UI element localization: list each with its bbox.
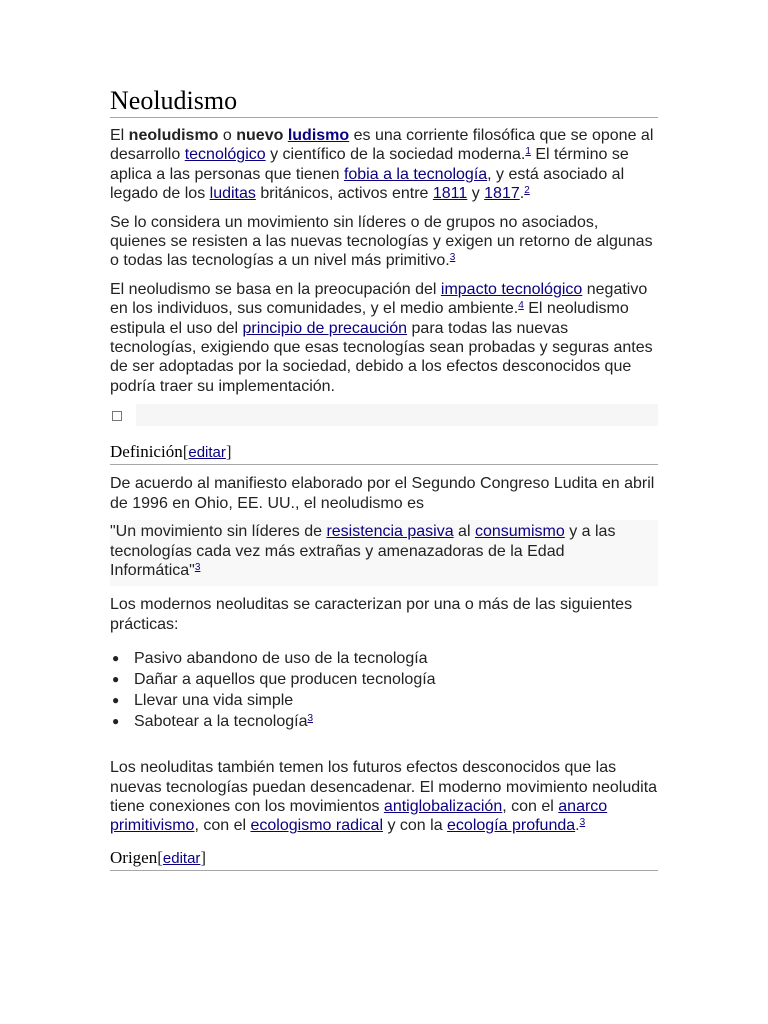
list-item-text: Dañar a aquellos que producen tecnología bbox=[134, 671, 436, 689]
text: , con el bbox=[194, 817, 251, 835]
link-ludismo[interactable] bbox=[288, 127, 349, 144]
text: y científico de la sociedad moderna. bbox=[265, 146, 526, 164]
link-resistencia-pasiva[interactable]: resistencia pasiva bbox=[326, 523, 454, 541]
text: para todas las nuevas tecnologías, exigiendo que esas tecnologías sean probadas y seguras antes de ser adoptadas por la sociedad, debido a los efectos desconocidos que podría traer su implementación. bbox=[110, 319, 653, 395]
bullet-icon: ● bbox=[112, 714, 120, 729]
link-consumismo[interactable]: consumismo bbox=[474, 523, 565, 541]
edit-link-origen[interactable]: editar bbox=[162, 849, 201, 867]
link-ecologismo-radical[interactable]: ecologismo radical bbox=[250, 817, 383, 835]
reference-3[interactable]: 3 bbox=[307, 713, 314, 725]
reference-2[interactable]: 2 bbox=[524, 185, 530, 197]
bullet-icon: ● bbox=[112, 651, 120, 666]
link-ecologia-profunda[interactable]: ecología profunda bbox=[447, 817, 576, 835]
text: El bbox=[110, 127, 129, 144]
link-1817[interactable]: 1817 bbox=[484, 185, 520, 203]
bracket: [ bbox=[157, 847, 163, 867]
text: y bbox=[467, 185, 485, 203]
text: y a las tecnologías cada vez más extrañas y amenazadoras de la Edad Informática" bbox=[110, 523, 616, 579]
text: "Un movimiento sin líderes de bbox=[110, 523, 327, 541]
link-tecnologico[interactable]: tecnológico bbox=[184, 146, 266, 164]
section-title: Definición bbox=[110, 442, 183, 462]
bold-term-nuevo: nuevo bbox=[236, 127, 284, 144]
link-1811[interactable]: 1811 bbox=[432, 185, 468, 203]
link-anarco-primitivismo[interactable]: anarco primitivismo bbox=[110, 797, 608, 835]
final-paragraph bbox=[110, 758, 658, 836]
bold-term-neoludismo: neoludismo bbox=[128, 127, 219, 144]
text: Se lo considera un movimiento sin líderes o de grupos no asociados, quienes se resisten a las nuevas tecnologías y exigen un retorno de algunas o todas las tecnologías a un nivel más primitivo. bbox=[110, 213, 653, 270]
edit-link-definicion[interactable]: editar bbox=[188, 444, 226, 462]
text: . bbox=[575, 817, 580, 835]
reference-3[interactable]: 3 bbox=[579, 817, 586, 829]
link-antiglobalizacion[interactable]: antiglobalización bbox=[383, 797, 503, 815]
text: negativo en los individuos, sus comunidades, y el medio ambiente. bbox=[110, 280, 648, 318]
paragraph-2 bbox=[110, 213, 658, 271]
text: . bbox=[519, 185, 525, 203]
list-item-text: Pasivo abandono de uso de la tecnología bbox=[134, 650, 428, 668]
list-item-text: Sabotear a la tecnología bbox=[134, 713, 308, 731]
table-of-contents-placeholder bbox=[110, 404, 658, 426]
link-ludismo-label: ludismo bbox=[287, 127, 350, 144]
link-luditas[interactable]: luditas bbox=[209, 185, 256, 203]
link-principio-de-precaucion[interactable]: principio de precaución bbox=[242, 319, 408, 337]
text: al bbox=[453, 523, 475, 541]
list-item bbox=[110, 648, 658, 669]
page-title: Neoludismo bbox=[110, 80, 658, 118]
list-item bbox=[110, 711, 658, 732]
toc-bar bbox=[136, 404, 658, 426]
list-item bbox=[110, 690, 658, 711]
intro-paragraph bbox=[110, 126, 658, 204]
paragraph-3 bbox=[110, 280, 658, 396]
text: Los neoluditas también temen los futuros efectos desconocidos que las nuevas tecnologías puedan desencadenar. El moderno movimiento neoludita tiene conexiones con los movimientos bbox=[110, 759, 658, 815]
section-heading-definicion bbox=[110, 442, 658, 465]
text: , y está asociado al legado de los bbox=[110, 165, 625, 203]
bracket: ] bbox=[225, 442, 232, 462]
reference-1[interactable]: 1 bbox=[525, 146, 531, 158]
section-heading-origen bbox=[110, 848, 658, 871]
bullet-icon: ● bbox=[112, 693, 120, 708]
text: y con la bbox=[383, 817, 448, 835]
bullet-icon: ● bbox=[112, 672, 120, 687]
blockquote bbox=[110, 520, 658, 586]
text: , con el bbox=[502, 797, 559, 815]
section-title: Origen bbox=[110, 847, 158, 867]
bracket: [ bbox=[182, 442, 189, 462]
reference-4[interactable]: 4 bbox=[518, 300, 524, 312]
practices-list bbox=[110, 648, 658, 732]
checkbox-icon[interactable] bbox=[112, 411, 122, 421]
text: o bbox=[218, 127, 237, 144]
text: El término se aplica a las personas que tienen bbox=[110, 146, 629, 183]
bracket: ] bbox=[200, 847, 207, 867]
reference-3[interactable]: 3 bbox=[449, 252, 456, 264]
article bbox=[110, 80, 658, 871]
list-item-text: Llevar una vida simple bbox=[134, 692, 294, 710]
text: El neoludismo estipula el uso del bbox=[110, 300, 629, 337]
reference-3[interactable]: 3 bbox=[194, 561, 201, 573]
text: es una corriente filosófica que se opone al desarrollo bbox=[110, 127, 654, 164]
list-item bbox=[110, 669, 658, 690]
link-impacto-tecnologico[interactable]: impacto tecnológico bbox=[440, 280, 583, 298]
definition-paragraph: De acuerdo al manifiesto elaborado por el Segundo Congreso Ludita en abril de 1996 en Ohio, EE. UU., el neoludismo es bbox=[110, 475, 655, 512]
practices-intro: Los modernos neoluditas se caracterizan por una o más de las siguientes prácticas: bbox=[110, 596, 633, 633]
link-fobia-a-la-tecnologia[interactable]: fobia a la tecnología bbox=[343, 165, 488, 183]
text: El neoludismo se basa en la preocupación del bbox=[110, 280, 441, 298]
text: británicos, activos entre bbox=[255, 185, 433, 203]
